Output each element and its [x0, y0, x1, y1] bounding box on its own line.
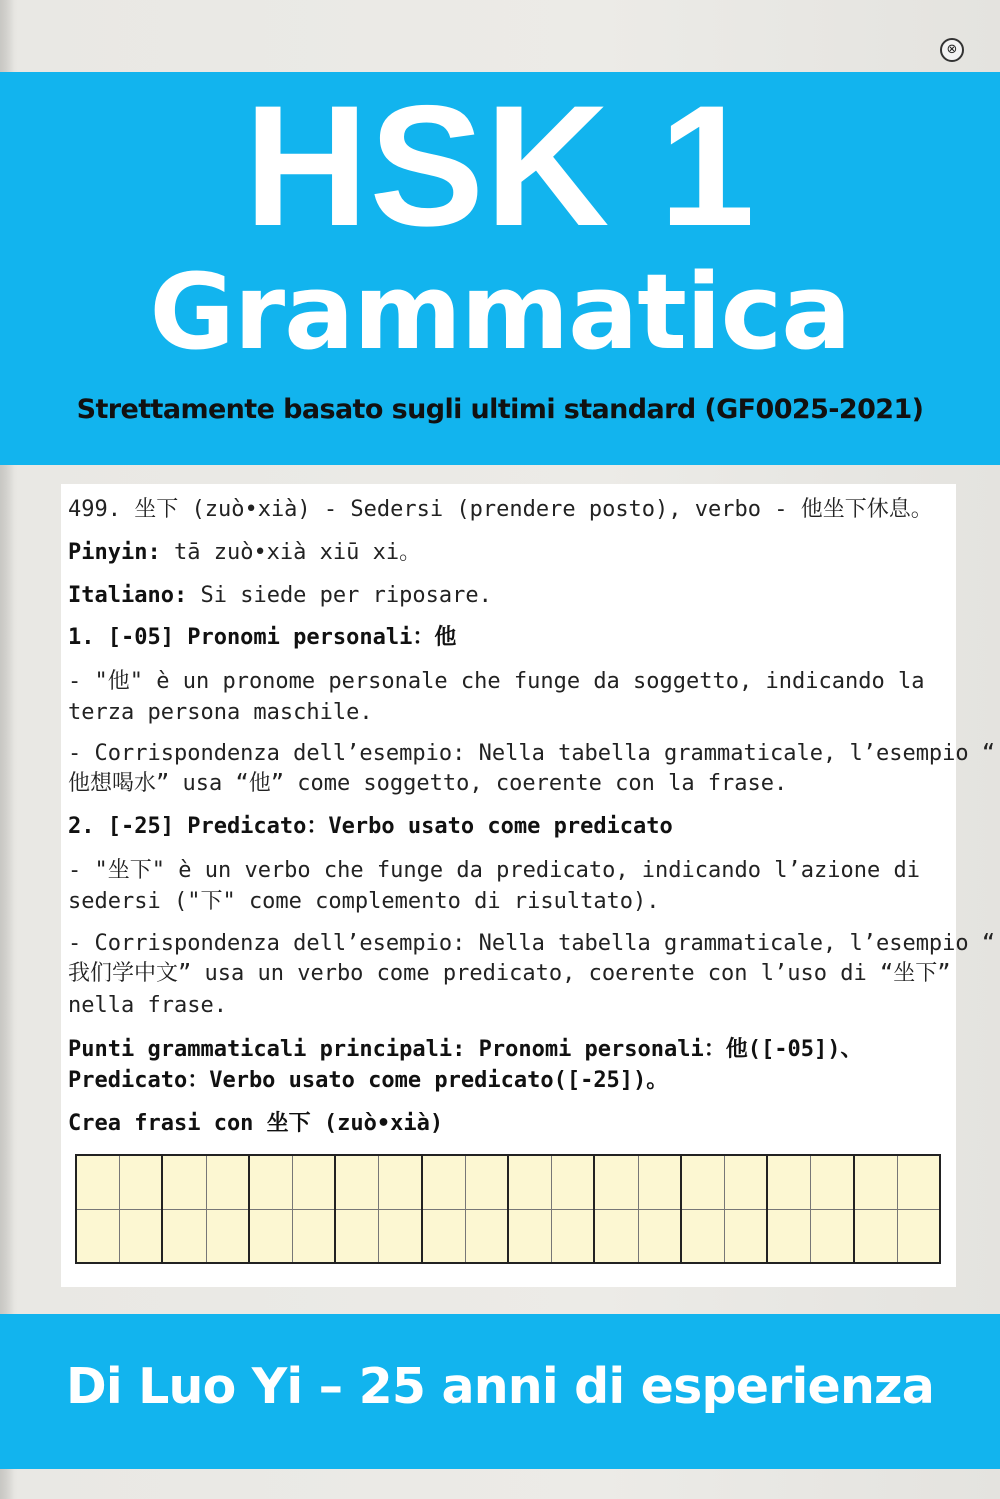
author-line: Di Luo Yi – 25 anni di esperienza: [65, 1358, 935, 1415]
writing-grid-cell: [595, 1156, 681, 1262]
pinyin-label: Pinyin:: [68, 540, 161, 565]
grammar-point-heading: 2. [-25] Predicato：Verbo usato come predicato: [68, 814, 673, 839]
entry-heading: 499. 坐下 (zuò•xià) - Sedersi (prendere posto), verbo - 他坐下休息。: [68, 497, 933, 522]
grammar-point-line: 他想喝水” usa “他” come soggetto, coerente con la frase.: [68, 771, 788, 796]
italian-text: Si siede per riposare.: [200, 583, 492, 608]
grammar-point-line: 我们学中文” usa un verbo come predicato, coerente con l’uso di “坐下”: [68, 961, 951, 986]
writing-grid: [75, 1154, 941, 1264]
writing-grid-cell: [682, 1156, 768, 1262]
sample-page: [61, 484, 996, 1287]
close-circle-icon: ⊗: [940, 38, 964, 62]
writing-grid-cell: [855, 1156, 939, 1262]
italian-label: Italiano:: [68, 583, 188, 608]
writing-grid-cell: [77, 1156, 163, 1262]
grammar-point-line: sedersi ("下" come complemento di risultato).: [68, 889, 660, 914]
grammar-point-line: - "坐下" è un verbo che funge da predicato, indicando l’azione di: [68, 858, 920, 883]
writing-grid-cell: [768, 1156, 854, 1262]
writing-grid-cell: [509, 1156, 595, 1262]
pinyin-line: [68, 537, 948, 568]
grammar-point-line: - Corrispondenza dell’esempio: Nella tabella grammaticale, l’esempio “: [68, 741, 996, 766]
writing-grid-cell: [163, 1156, 249, 1262]
book-tagline: Strettamente basato sugli ultimi standard (GF0025-2021): [76, 394, 924, 425]
pinyin-text: tā zuò•xià xiū xi。: [173, 540, 422, 565]
grammar-point-heading: 1. [-05] Pronomi personali：他: [68, 625, 457, 650]
italian-line: [68, 580, 948, 611]
book-subtitle: Grammatica: [149, 251, 851, 373]
writing-grid-cell: [423, 1156, 509, 1262]
writing-grid-cell: [250, 1156, 336, 1262]
grammar-point-line: nella frase.: [68, 993, 227, 1018]
practice-label: Crea frasi con 坐下 (zuò•xià): [68, 1111, 444, 1136]
summary-line: Punti grammaticali principali: Pronomi personali：他([-05])、: [68, 1037, 863, 1062]
writing-grid-cell: [336, 1156, 422, 1262]
book-title: HSK 1: [244, 70, 756, 262]
grammar-point-line: terza persona maschile.: [68, 700, 373, 725]
summary-line: Predicato：Verbo usato come predicato([-25])。: [68, 1068, 669, 1093]
grammar-point-line: - Corrispondenza dell’esempio: Nella tabella grammaticale, l’esempio “: [68, 931, 996, 956]
grammar-point-line: - "他" è un pronome personale che funge da soggetto, indicando la: [68, 669, 925, 694]
